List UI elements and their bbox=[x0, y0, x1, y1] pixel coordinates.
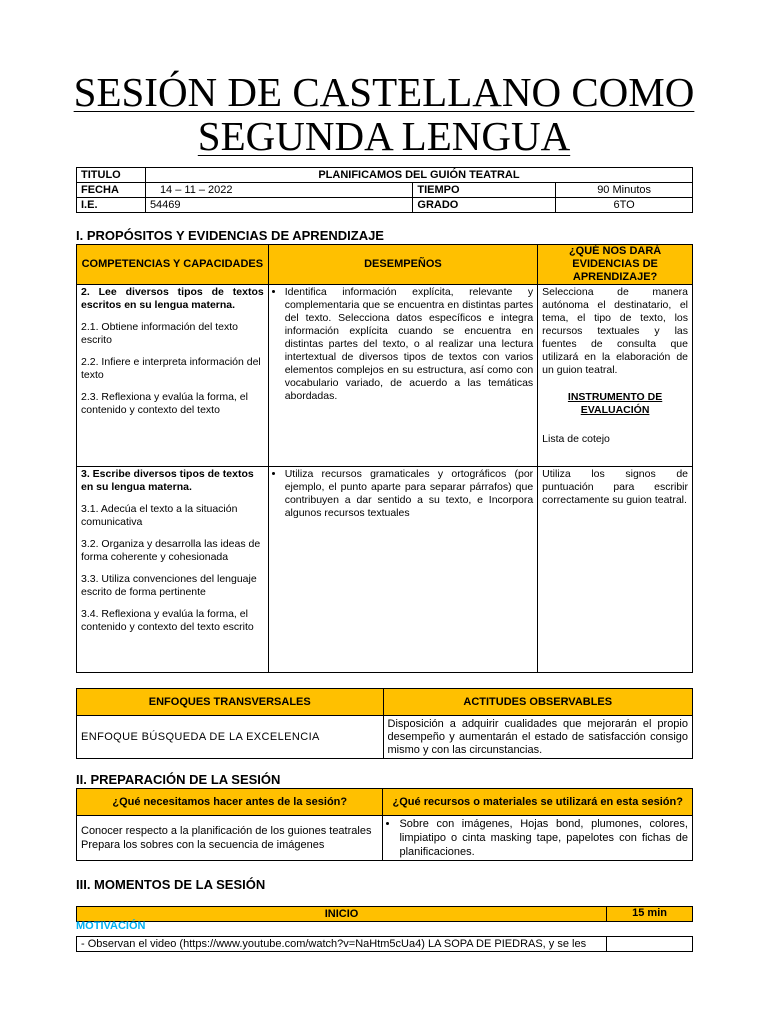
instrumento-value: Lista de cotejo bbox=[542, 433, 610, 445]
antes-line-2: Prepara los sobres con la secuencia de imágenes bbox=[81, 839, 325, 851]
tiempo-value: 90 Minutos bbox=[556, 183, 693, 198]
titulo-label: TITULO bbox=[77, 168, 146, 183]
evidencias-header: ¿QUÉ NOS DARÁ EVIDENCIAS DE APRENDIZAJE? bbox=[538, 245, 693, 285]
desempeno-escribe: • Utiliza recursos gramaticales y ortográficos (por ejemplo, el punto aparte para separar párrafos) que contribuyen a dar sentido a su texto, e Incorpora algunos recursos textuales bbox=[285, 468, 533, 520]
competencia-escribe: 3. Escribe diversos tipos de textos en su lengua materna. bbox=[81, 468, 254, 493]
motivacion-label: MOTIVACIÓN bbox=[76, 920, 146, 932]
evidencia-lee: Selecciona de manera autónoma el destinatario, el tema, el tipo de texto, los recursos textuales y las fuentes de consulta que utilizará en la elaboración de un guion teatral. bbox=[542, 286, 688, 376]
capacidad-2-3: 2.3. Reflexiona y evalúa la forma, el contenido y contexto del texto bbox=[81, 391, 248, 416]
enfoques-header: ENFOQUES TRANSVERSALES bbox=[77, 689, 384, 716]
enfoque-value: ENFOQUE BÚSQUEDA DE LA EXCELENCIA bbox=[77, 716, 384, 759]
competencias-header: COMPETENCIAS Y CAPACIDADES bbox=[77, 245, 269, 285]
capacidad-2-1: 2.1. Obtiene información del texto escrito bbox=[81, 321, 239, 346]
tiempo-label: TIEMPO bbox=[413, 183, 556, 198]
document-title bbox=[0, 70, 768, 158]
capacidad-3-1: 3.1. Adecúa el texto a la situación comunicativa bbox=[81, 503, 238, 528]
fecha-value: 14 – 11 – 2022 bbox=[145, 183, 412, 198]
preparacion-table bbox=[76, 788, 693, 861]
section-2-heading: II. PREPARACIÓN DE LA SESIÓN bbox=[76, 772, 281, 787]
section-3-heading: III. MOMENTOS DE LA SESIÓN bbox=[76, 877, 266, 892]
evidencia-escribe: Utiliza los signos de puntuación para escribir correctamente su guion teatral. bbox=[542, 468, 688, 506]
recursos-value: • Sobre con imágenes, Hojas bond, plumones, colores, limpiatipo o cinta masking tape, papelotes con fichas de planificaciones. bbox=[399, 817, 688, 859]
desempenos-header: DESEMPEÑOS bbox=[268, 245, 537, 285]
grado-value: 6TO bbox=[556, 198, 693, 213]
capacidad-3-4: 3.4. Reflexiona y evalúa la forma, el contenido y contexto del texto escrito bbox=[81, 608, 254, 633]
titulo-value: PLANIFICAMOS DEL GUIÓN TEATRAL bbox=[145, 168, 692, 183]
inicio-header: INICIO bbox=[77, 907, 607, 922]
inicio-time: 15 min bbox=[607, 907, 693, 922]
section-1-heading: I. PROPÓSITOS Y EVIDENCIAS DE APRENDIZAJE bbox=[76, 228, 384, 243]
momentos-line-1: - Observan el video (https://www.youtube.com/watch?v=NaHtm5cUa4) LA SOPA DE PIEDRAS, y se les bbox=[77, 937, 607, 952]
capacidad-2-2: 2.2. Infiere e interpreta información del texto bbox=[81, 356, 261, 381]
title-line-2: SEGUNDA LENGUA bbox=[197, 113, 571, 159]
proposito-table bbox=[76, 244, 693, 673]
desempeno-lee: • Identifica información explícita, relevante y complementaria que se encuentra en distintas partes del texto. Selecciona datos específicos e integra información explícita cuando se encuentra en distintas partes del texto, o al realizar una lectura intertextual de diversos tipos de textos con varios elementos complejos en su estructura, así como con vocabulario variado, de acuerdo a las temáticas abordadas. bbox=[285, 286, 533, 403]
recursos-header: ¿Qué recursos o materiales se utilizará en esta sesión? bbox=[383, 789, 693, 816]
actitudes-header: ACTITUDES OBSERVABLES bbox=[383, 689, 692, 716]
grado-label: GRADO bbox=[413, 198, 556, 213]
ie-label: I.E. bbox=[77, 198, 146, 213]
fecha-label: FECHA bbox=[77, 183, 146, 198]
enfoques-table bbox=[76, 688, 693, 759]
actitud-value: Disposición a adquirir cualidades que mejorarán el propio desempeño y aumentarán el estado de satisfacción consigo mismo y con las circunstancias. bbox=[383, 716, 692, 759]
instrumento-title: INSTRUMENTO DE EVALUACIÓN bbox=[567, 391, 663, 416]
session-info-table bbox=[76, 167, 693, 213]
ie-value: 54469 bbox=[145, 198, 412, 213]
antes-header: ¿Qué necesitamos hacer antes de la sesión? bbox=[77, 789, 383, 816]
antes-line-1: Conocer respecto a la planificación de los guiones teatrales bbox=[81, 825, 372, 837]
competencia-lee: 2. Lee diversos tipos de textos escritos en su lengua materna. bbox=[81, 286, 264, 311]
momentos-table bbox=[76, 906, 693, 952]
capacidad-3-2: 3.2. Organiza y desarrolla las ideas de forma coherente y cohesionada bbox=[81, 538, 261, 563]
title-line-1: SESIÓN DE CASTELLANO COMO bbox=[73, 69, 695, 115]
capacidad-3-3: 3.3. Utiliza convenciones del lenguaje escrito de forma pertinente bbox=[81, 573, 257, 598]
